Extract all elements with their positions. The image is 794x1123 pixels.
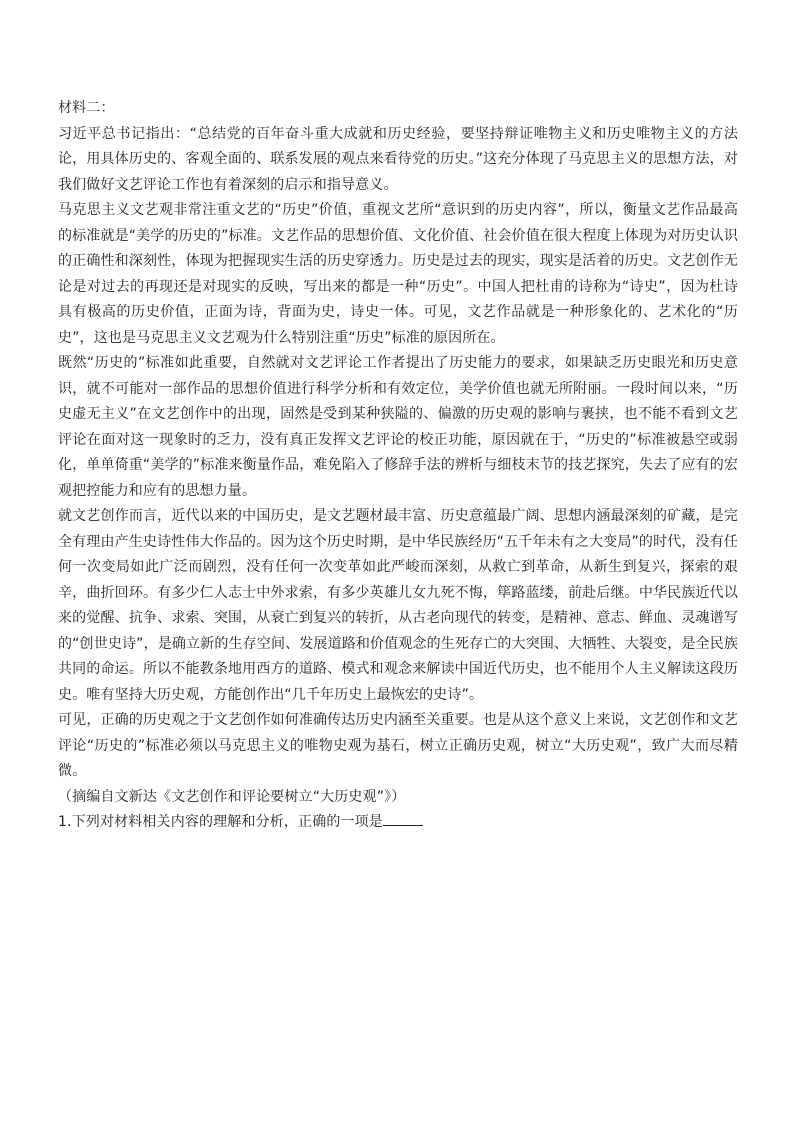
paragraph-2: 马克思主义文艺观非常注重文艺的“历史”价值，重视文艺所“意识到的历史内容”，所以，衡量文艺作品最高的标准就是“美学的历史的”标准。文艺作品的思想价值、文化价值、社会价值在很大程度上体现为对历史认识的正确性和深刻性，体现为把握现实生活的历史穿透力。历史是过去的现实，现实是活着的历史。文艺创作无论是对过去的再现还是对现实的反映，写出来的都是一种“历史”。中国人把杜甫的诗称为“诗史”，因为杜诗具有极高的历史价值，正面为诗，背面为史，诗史一体。可见，文艺作品就是一种形象化的、艺术化的“历史”，这也是马克思主义文艺观为什么特别注重“历史”标准的原因所在。 <box>58 202 738 346</box>
paragraph-5: 可见，正确的历史观之于文艺创作如何准确传达历史内涵至关重要。也是从这个意义上来说，文艺创作和文艺评论“历史的”标准必须以马克思主义的唯物史观为基石，树立正确历史观，树立“大历史观”，致广大而尽精微。 <box>58 712 738 779</box>
document-body <box>58 96 738 836</box>
section-heading: 材料二： <box>58 100 115 116</box>
question-1-text: 1.下列对材料相关内容的理解和分析，正确的一项是 <box>58 814 383 830</box>
question-1 <box>58 810 738 836</box>
source-citation: （摘编自文新达《文艺创作和评论要树立“大历史观”》） <box>58 788 406 805</box>
paragraph-1: 习近平总书记指出：“总结党的百年奋斗重大成就和历史经验，要坚持辩证唯物主义和历史唯物主义的方法论，用具体历史的、客观全面的、联系发展的观点来看待党的历史。”这充分体现了马克思主义的思想方法，对我们做好文艺评论工作也有着深刻的启示和指导意义。 <box>58 125 738 193</box>
paragraph-3: 既然“历史的”标准如此重要，自然就对文艺评论工作者提出了历史能力的要求，如果缺乏历史眼光和历史意识，就不可能对一部作品的思想价值进行科学分析和有效定位，美学价值也就无所附丽。一段时间以来，“历史虚无主义”在文艺创作中的出现，固然是受到某种狭隘的、偏激的历史观的影响与裹挟，也不能不看到文艺评论在面对这一现象时的乏力，没有真正发挥文艺评论的校正功能，原因就在于，“历史的”标准被悬空或弱化，单单倚重“美学的”标准来衡量作品，难免陷入了修辞手法的辨析与细枝末节的技艺探究，失去了应有的宏观把控能力和应有的思想力量。 <box>58 355 738 499</box>
answer-blank[interactable] <box>383 811 423 826</box>
paragraph-4: 就文艺创作而言，近代以来的中国历史，是文艺题材最丰富、历史意蕴最广阔、思想内涵最深刻的矿藏，是完全有理由产生史诗性伟大作品的。因为这个历史时期，是中华民族经历“五千年未有之大变局”的时代，没有任何一次变局如此广泛而剧烈，没有任何一次变革如此严峻而深刻，从救亡到革命，从新生到复兴，探索的艰辛，曲折回环。有多少仁人志士中外求索，有多少英雄儿女九死不悔，筚路蓝缕，前赴后继。中华民族近代以来的觉醒、抗争、求索、突围，从衰亡到复兴的转折，从古老向现代的转变，是精神、意志、鲜血、灵魂谱写的“创世史诗”，是确立新的生存空间、发展道路和价值观念的生死存亡的大突围、大牺牲、大裂变，是全民族共同的命运。所以不能教条地用西方的道路、模式和观念来解读中国近代历史，也不能用个人主义解读这段历史。唯有坚持大历史观，方能创作出“几千年历史上最恢宏的史诗”。 <box>58 508 738 703</box>
